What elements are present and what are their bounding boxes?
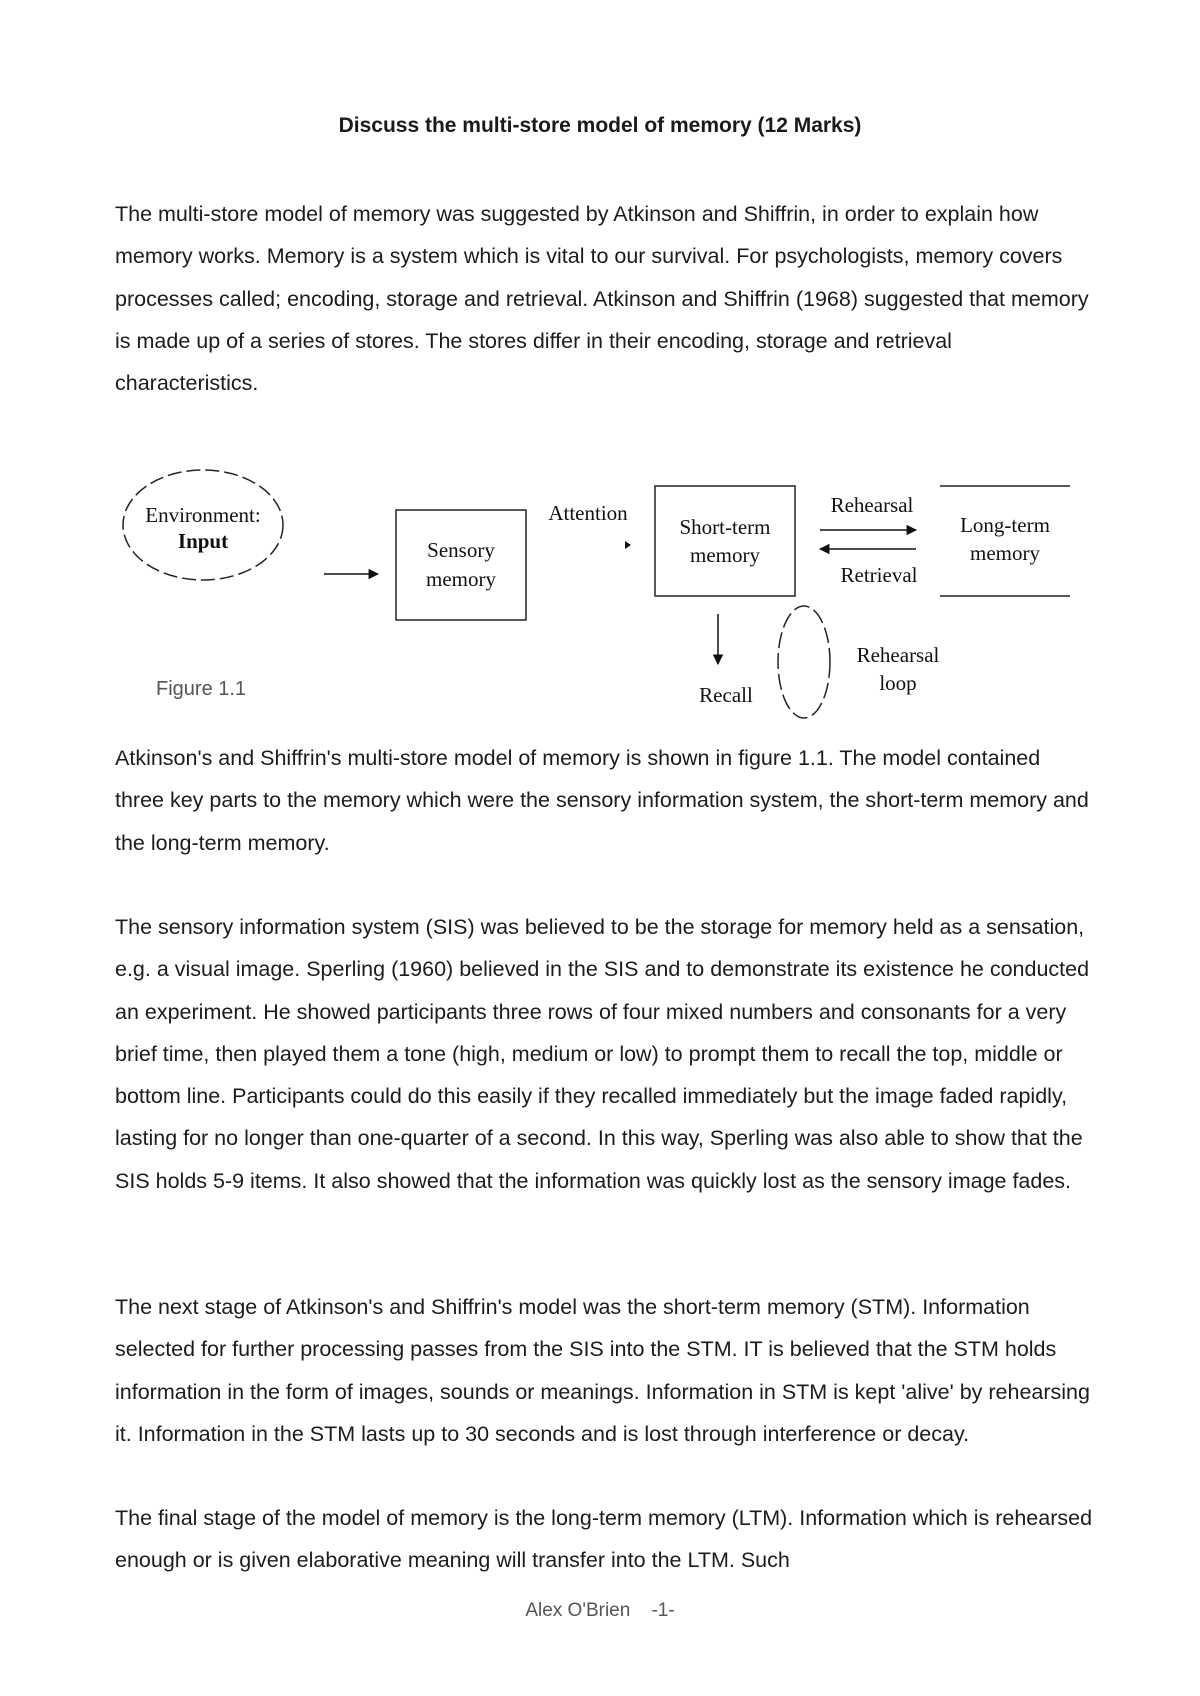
figure-caption: Figure 1.1 [156,678,247,700]
environment-label: Environment: [145,503,261,527]
footer-author: Alex O'Brien [525,1600,631,1621]
long-term-memory-label-2: memory [970,541,1040,565]
page-footer [0,1600,1200,1622]
rehearsal-label: Rehearsal [830,493,914,517]
paragraph-short-term-memory: The next stage of Atkinson's and Shiffrin's model was the short-term memory (STM). Information selected for further processing passes from the SIS into the STM. IT is believed that the STM holds information in the form of images, sounds or meanings. Information in STM is kept 'alive' by rehearsing it. Information in the STM lasts up to 30 seconds and is lost through interference or decay. [115,1295,1090,1446]
paragraph-intro: The multi-store model of memory was suggested by Atkinson and Shiffrin, in order to explain how memory works. Memory is a system which is vital to our survival. For psychologists, memory covers processes called; encoding, storage and retrieval. Atkinson and Shiffrin (1968) suggested that memory is made up of a series of stores. The stores differ in their encoding, storage and retrieval characteristics. [115,202,1089,396]
short-term-memory-label-2: memory [690,543,760,567]
rehearsal-loop-label: Rehearsal [856,643,940,667]
multi-store-model-diagram [120,462,1080,732]
input-label-bound: Input [177,529,229,553]
sensory-memory-label: Sensory [427,538,495,562]
attention-arrow [625,541,631,549]
sensory-memory-label-2: memory [426,567,496,591]
paragraph-sensory-system: The sensory information system (SIS) was believed to be the storage for memory held as a sensation, e.g. a visual image. Sperling (1960) believed in the SIS and to demonstrate its existence he conducted an experiment. He showed participants three rows of four mixed numbers and consonants for a very brief time, then played them a tone (high, medium or low) to prompt them to recall the top, middle or bottom line. Participants could do this easily if they recalled immediately but the image faded rapidly, lasting for no longer than one-quarter of a second. In this way, Sperling was also able to show that the SIS holds 5-9 items. It also showed that the information was quickly lost as the sensory image fades. [115,915,1090,1193]
paragraph-long-term-memory: The final stage of the model of memory is the long-term memory (LTM). Information which is rehearsed enough or is given elaborative meaning will transfer into the LTM. Such [115,1506,1093,1573]
retrieval-label: Retrieval [840,563,918,587]
attention-label: Attention [548,501,628,525]
recall-label: Recall [699,683,753,707]
rehearsal-loop-label-2: loop [879,671,917,695]
short-term-memory-box [655,486,795,596]
sensory-memory-box [396,510,526,620]
short-term-memory-label: Short-term [679,515,771,539]
footer-page-number: -1- [651,1600,675,1621]
long-term-memory-label: Long-term [960,513,1050,537]
page-title: Discuss the multi-store model of memory (12 Marks) [338,114,862,137]
rehearsal-loop-ellipse [778,606,830,718]
paragraph-model-overview: Atkinson's and Shiffrin's multi-store model of memory is shown in figure 1.1. The model contained three key parts to the memory which were the sensory information system, the short-term memory and the long-term memory. [115,746,1089,855]
